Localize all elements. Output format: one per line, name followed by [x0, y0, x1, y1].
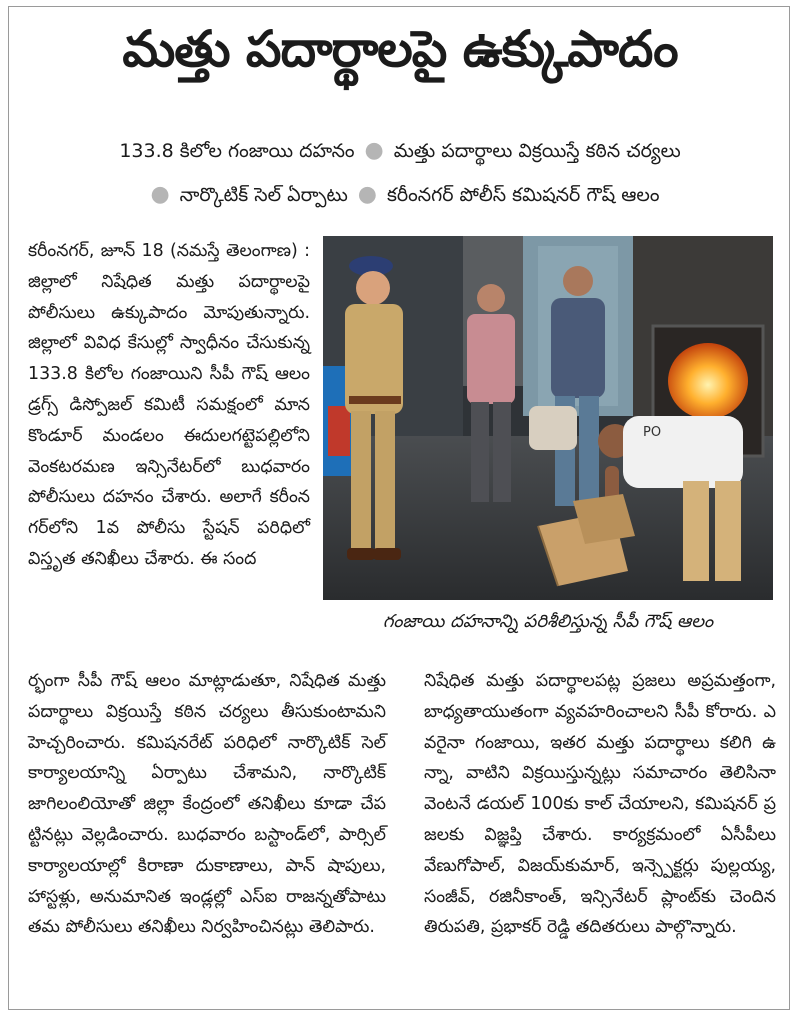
- bullet-icon: ●: [357, 182, 377, 207]
- photo-illustration: [323, 236, 773, 600]
- article-column-left: కరీంనగర్, జూన్ 18 (నమస్తే తెలంగాణ) : జిల్లాలో నిషేధిత మత్తు పదార్థాలపై పోలీసులు ఉక్కుపాదం మోపుతున్నారు. జిల్లాలో వివిధ కేసుల్లో స్వాధీనం చేసుకున్న 133.8 కిలోల గంజాయిని సీపీ గౌష్ ఆలం డ్రగ్స్ డిస్పోజల్ కమిటీ సమక్షంలో మానకొండూర్ మండలం ఈదులగట్టెపల్లిలోని వెంకటరమణ ఇన్సినేటర్‌లో బుధవారం పోలీసులు దహనం చేశారు. అలాగే కరీంనగర్‌లోని 1వ పోలీసు స్టేషన్ పరిధిలో విస్తృత తనిఖీలు చేశారు. ఈ సంద: [28, 241, 310, 569]
- subheadline-item: నార్కొటిక్ సెల్ ఏర్పాటు: [179, 184, 348, 206]
- subheadline-row-1: [10, 136, 790, 166]
- headline: మత్తు పదార్థాలపై ఉక్కుపాదం: [122, 20, 678, 78]
- photo-caption: గంజాయి దహనాన్ని పరిశీలిస్తున్న సీపీ గౌష్ ఆలం: [382, 611, 714, 632]
- bullet-icon: ●: [150, 182, 170, 207]
- article-column-bottom-left: ర్భంగా సీపీ గౌష్ ఆలం మాట్లాడుతూ, నిషేధిత మత్తు పదార్థాలు విక్రయిస్తే కఠిన చర్యలు తీసుకుంటామని హెచ్చరించారు. కమిషనరేట్ పరిధిలో నార్కొటిక్ సెల్ కార్యాలయాన్ని ఏర్పాటు చేశామని, నార్కొటిక్ జాగిలంలియోతో జిల్లా కేంద్రంలో తనిఖీలు కూడా చేపట్టినట్లు వెల్లడించారు. బుధవారం బస్టాండ్‌లో, పార్సిల్ కార్యాలయాల్లో కిరాణా దుకాణాలు, పాన్ షాపులు, హాస్టళ్లు, అనుమానిత ఇండ్లల్లో ఎస్ఐ రాజన్నతోపాటు తమ పోలీసులు తనిఖీలు నిర్వహించినట్లు తెలిపారు.: [28, 671, 386, 938]
- bullet-icon: ●: [364, 138, 384, 163]
- subheadline-item: 133.8 కిలోల గంజాయి దహనం: [119, 140, 355, 162]
- news-photo: [323, 236, 773, 600]
- subheadline-item: మత్తు పదార్థాలు విక్రయిస్తే కఠిన చర్యలు: [393, 140, 681, 162]
- article-column-right: నిషేధిత మత్తు పదార్థాలపట్ల ప్రజలు అప్రమత్తంగా, బాధ్యతాయుతంగా వ్యవహరించాలని సీపీ కోరారు. ఎవరైనా గంజాయి, ఇతర మత్తు పదార్థాలు కలిగి ఉన్నా, వాటిని విక్రయిస్తున్నట్లు సమాచారం తెలిసినా వెంటనే డయల్ 100కు కాల్ చేయాలని, కమిషనర్ ప్రజలకు విజ్ఞప్తి చేశారు. కార్యక్రమంలో ఏసీపీలు వేణుగోపాల్, విజయ్‌కుమార్, ఇన్స్పెక్టర్లు పుల్లయ్య, సంజీవ్, రజినీకాంత్, ఇన్సినేటర్ ప్లాంట్‌కు చెందిన తిరుపతి, ప్రభాకర్ రెడ్డి తదితరులు పాల్గొన్నారు.: [424, 671, 776, 938]
- subheadline-row-2: [10, 180, 790, 210]
- shirt-print: PO: [643, 425, 662, 440]
- subheadline-item: కరీంనగర్ పోలీస్ కమిషనర్ గౌష్ ఆలం: [386, 184, 660, 206]
